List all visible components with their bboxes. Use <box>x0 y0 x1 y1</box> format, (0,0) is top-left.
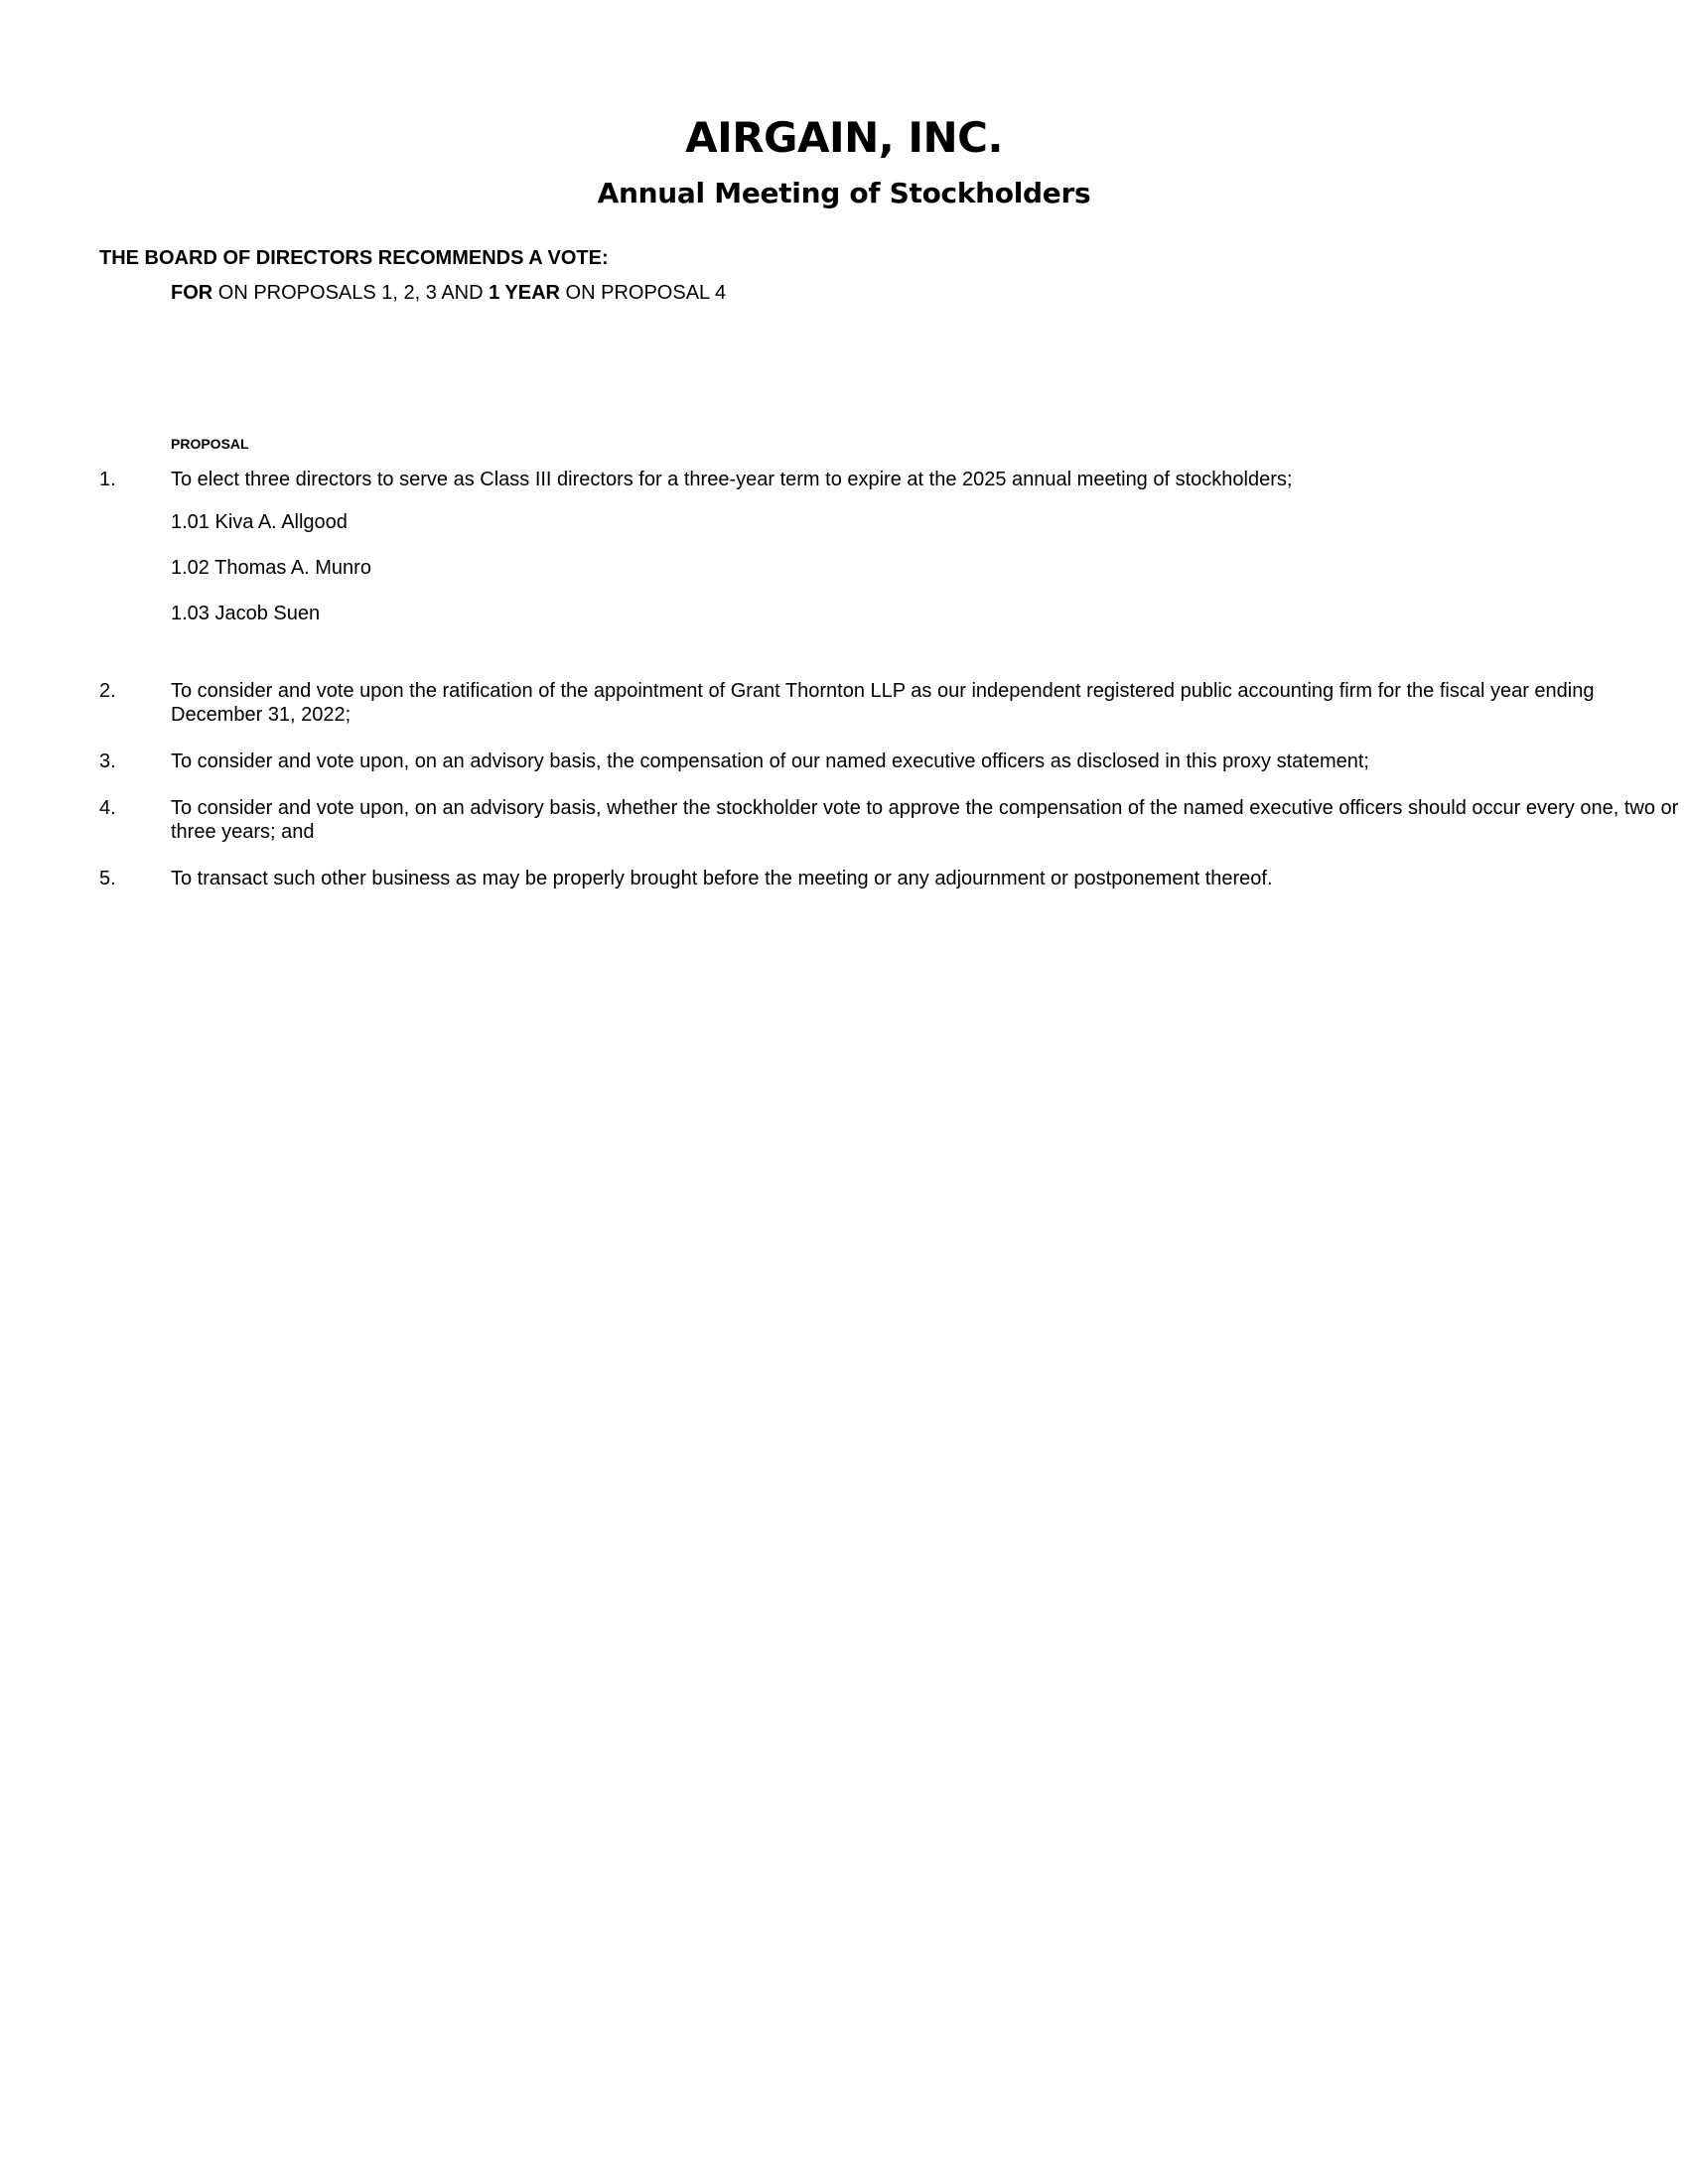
proposal-number: 4. <box>99 797 116 819</box>
proposal-text: To transact such other business as may be properly brought before the meeting or any adjournment or postponement thereof. <box>171 868 1273 889</box>
recommendation-heading: THE BOARD OF DIRECTORS RECOMMENDS A VOTE: <box>99 247 609 269</box>
meeting-subtitle: Annual Meeting of Stockholders <box>597 177 1091 209</box>
company-title: AIRGAIN, INC. <box>685 113 1003 162</box>
proposal-number: 3. <box>99 751 116 772</box>
proposal-column-heading: PROPOSAL <box>171 436 249 452</box>
proposal-text: To consider and vote upon, on an advisory basis, whether the stockholder vote to approve the compensation of the named executive officers should occur every one, two or three years; and <box>171 797 1679 843</box>
one-year-word: 1 YEAR <box>489 282 560 304</box>
recommendation-line <box>171 283 726 303</box>
proposal-text: To consider and vote upon the ratification of the appointment of Grant Thornton LLP as our independent registered public accounting firm for the fiscal year ending December 31, 2022; <box>171 680 1595 726</box>
nominee-2: 1.02 Thomas A. Munro <box>171 557 371 579</box>
nominee-1: 1.01 Kiva A. Allgood <box>171 511 348 533</box>
proposal-number: 5. <box>99 868 116 889</box>
proposal-text: To consider and vote upon, on an advisory basis, the compensation of our named executive officers as disclosed in this proxy statement; <box>171 751 1369 772</box>
proposal-number: 1. <box>99 469 116 490</box>
recommendation-end: ON PROPOSAL 4 <box>560 282 727 304</box>
proposal-text: To elect three directors to serve as Class III directors for a three-year term to expire at the 2025 annual meeting of stockholders; <box>171 469 1293 490</box>
for-word: FOR <box>171 282 213 304</box>
recommendation-middle: ON PROPOSALS 1, 2, 3 AND <box>212 282 490 304</box>
proposal-number: 2. <box>99 680 116 702</box>
nominee-3: 1.03 Jacob Suen <box>171 603 321 624</box>
